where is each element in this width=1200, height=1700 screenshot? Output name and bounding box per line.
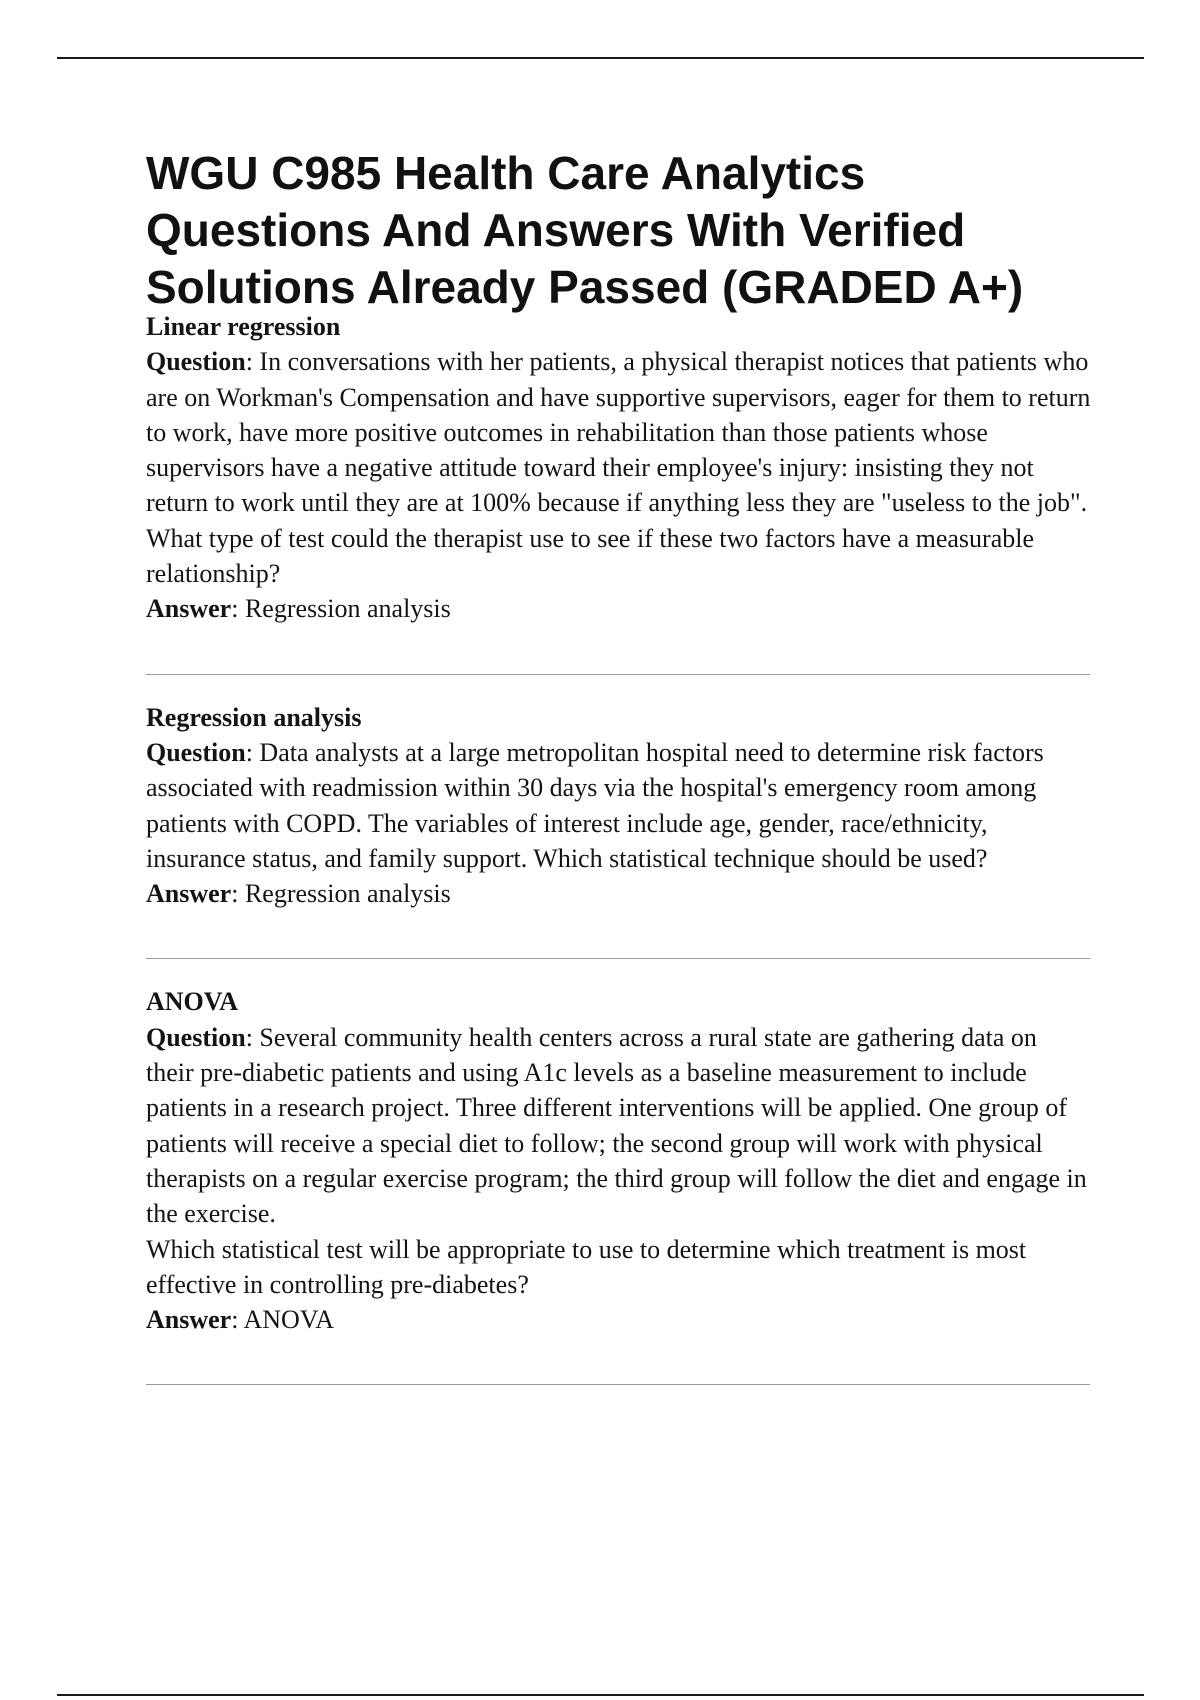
qa-question	[146, 735, 1091, 876]
qa-item-linear-regression	[146, 309, 1091, 627]
qa-heading: ANOVA	[146, 987, 238, 1017]
section-divider	[146, 674, 1090, 675]
answer-label: Answer	[146, 879, 232, 909]
qa-item-anova	[146, 984, 1091, 1337]
qa-question-followup: Which statistical test will be appropriate to use to determine which treatment is most effective in controlling pre-diabetes?	[146, 1234, 1027, 1299]
answer-text: : Regression analysis	[231, 594, 451, 624]
qa-answer	[146, 876, 1091, 911]
document-title	[146, 145, 1091, 316]
question-text: : Several community health centers across a rural state are gathering data on their pre-diabetic patients and using A1c levels as a baseline measurement to include patients in a research project. Three different interventions will be applied. One group of patients will receive a special diet to follow; the second group will work with physical therapists on a regular exercise program; the third group will follow the diet and engage in the exercise.	[146, 1022, 1087, 1229]
qa-heading: Regression analysis	[146, 702, 362, 732]
page-top-rule	[57, 57, 1144, 59]
answer-label: Answer	[146, 1305, 232, 1335]
question-label: Question	[146, 1022, 246, 1052]
qa-item-regression-analysis	[146, 700, 1091, 912]
question-label: Question	[146, 347, 246, 377]
qa-question	[146, 1020, 1091, 1232]
page-bottom-rule	[57, 1694, 1144, 1696]
qa-question	[146, 344, 1091, 520]
section-divider	[146, 1384, 1090, 1385]
qa-answer	[146, 1302, 1091, 1337]
title-line-1: WGU C985 Health Care Analytics	[146, 147, 866, 199]
question-text: : Data analysts at a large metropolitan hospital need to determine risk factors associated with readmission within 30 days via the hospital's emergency room among patients with COPD. The variables of interest include age, gender, race/ethnicity, insurance status, and family support. Which statistical technique should be used?	[146, 737, 1044, 873]
document-body	[146, 145, 1091, 1385]
answer-text: : Regression analysis	[231, 879, 451, 909]
qa-heading: Linear regression	[146, 312, 341, 341]
section-divider	[146, 958, 1090, 959]
answer-label: Answer	[146, 594, 232, 624]
answer-text: : ANOVA	[231, 1305, 335, 1335]
title-line-3: Solutions Already Passed (GRADED A+)	[146, 261, 1024, 313]
qa-question-followup: What type of test could the therapist use to see if these two factors have a measurable relationship?	[146, 523, 1035, 589]
qa-answer	[146, 591, 1091, 626]
question-text: : In conversations with her patients, a physical therapist notices that patients who are on Workman's Compensation and have supportive supervisors, eager for them to return to work, have more positive outcomes in rehabilitation than those patients whose supervisors have a negative attitude toward their employee's injury: insisting they not return to work until they are at 100% because if anything less they are "useless to the job".	[146, 347, 1091, 518]
question-label: Question	[146, 737, 246, 767]
title-line-2: Questions And Answers With Verified	[146, 204, 966, 256]
